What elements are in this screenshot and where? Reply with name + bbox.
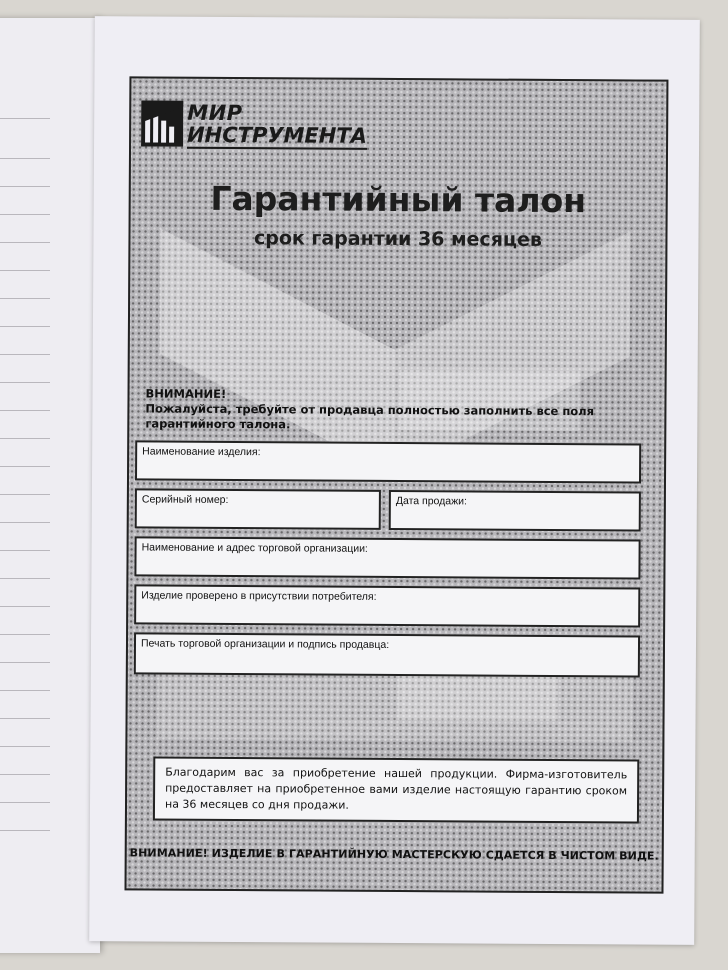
logo-mark-icon [141,100,183,146]
left-page-rule [0,118,50,119]
left-page-rule [0,662,50,663]
left-page-rule [0,270,50,271]
serial-number-label: Серийный номер: [141,493,229,506]
left-page-rule [0,830,50,831]
left-page-rule [0,214,50,215]
left-page-rule [0,802,50,803]
left-page-rule [0,578,50,579]
sale-date-label: Дата продажи: [395,495,467,508]
warranty-coupon [124,76,668,893]
left-page-rule [0,158,50,159]
logo-text-line1: МИР [187,100,243,126]
store-name-address-label: Наименование и адрес торговой организации: [141,541,368,555]
checked-in-presence-label: Изделие проверено в присутствии потребителя: [141,589,377,603]
page-title: Гарантийный талон [210,178,587,221]
left-page-rule [0,186,50,187]
clean-condition-notice: ВНИМАНИЕ! ИЗДЕЛИЕ В ГАРАНТИЙНУЮ МАСТЕРСКУЮ СДАЕТСЯ В ЧИСТОМ ВИДЕ. [129,846,659,863]
left-page-rule [0,354,50,355]
thank-you-box: Благодарим вас за приобретение нашей продукции. Фирма-изготовитель предоставляет на приобретенное вами изделие настоящую гарантию сроком на 36 месяцев со дня продажи. [153,757,639,824]
warranty-term: срок гарантии 36 месяцев [253,227,542,251]
left-page-rule [0,438,50,439]
serial-number-field[interactable] [135,488,381,530]
left-page-rule [0,634,50,635]
left-page-rule [0,382,50,383]
attention-notice [145,386,594,434]
left-page-rule [0,774,50,775]
left-page-rule [0,690,50,691]
left-page-rule [0,298,50,299]
warranty-page [89,16,700,945]
left-page-rule [0,494,50,495]
left-page-rule [0,606,50,607]
left-page-rule [0,718,50,719]
left-page-rule [0,242,50,243]
notice-line2: гарантийного талона. [145,416,291,432]
left-page [0,18,100,953]
stamp-signature-label: Печать торговой организации и подпись продавца: [140,637,390,651]
left-page-rule [0,466,50,467]
checked-in-presence-field[interactable] [134,584,640,627]
product-name-field[interactable] [135,440,641,483]
left-page-rule [0,746,50,747]
left-page-rule [0,550,50,551]
sale-date-field[interactable] [389,490,641,532]
notice-heading: ВНИМАНИЕ! [145,386,227,401]
logo-text-line2: ИНСТРУМЕНТА [187,122,368,148]
notice-line1: Пожалуйста, требуйте от продавца полностью заполнить все поля [145,401,595,419]
stamp-signature-field[interactable] [134,632,640,677]
left-page-rule [0,410,50,411]
product-name-label: Наименование изделия: [142,445,261,459]
store-name-address-field[interactable] [134,536,640,579]
left-page-rule [0,522,50,523]
left-page-rule [0,326,50,327]
